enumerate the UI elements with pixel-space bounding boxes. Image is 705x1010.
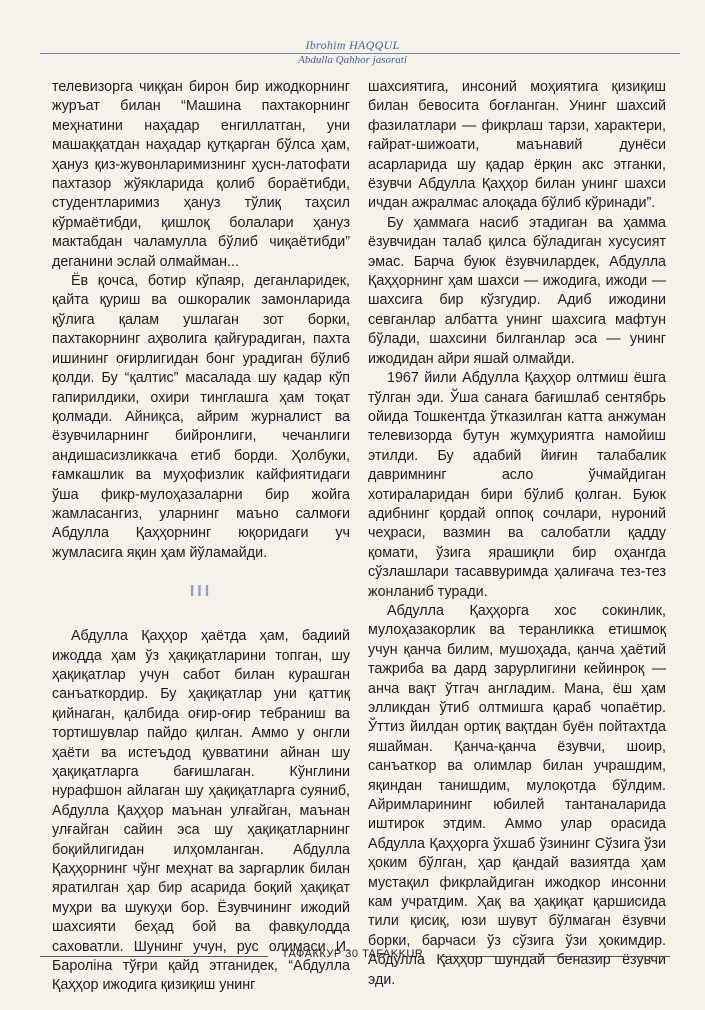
footer-rule-right xyxy=(440,956,670,957)
running-header xyxy=(0,32,705,76)
paragraph: Абдулла Қаҳҳор ҳаётда ҳам, бадиий ижодда ҳам ўз ҳақиқатларини топган, шу ҳақиқатлар учун сабот билан курашган санъаткордир. Бу ҳақиқатлар уни қаттиқ қийнаган, қалбида оғир-оғир тебраниш ва тортишувлар пайдо қилган. Аммо у онгли ҳаёти ва истеъдод қувватини айнан шу ҳақиқатларга бағишлаган. Кўнглини нурафшон айлаган шу ҳақиқатларга суяниб, Абдулла Қаҳҳор маънан улғайган, маънан улғайган сайин эса шу ҳақиқатларнинг боқийлигидан илҳомланган. Абдулла Қаҳҳорнинг чўнг меҳнат ва заргарлик билан яратилган ҳар бир асарида боқий ҳақиқат муҳри ва шукуҳи бор. Ёзувчининг ижодий шахсияти беҳад бой ва фавқулодда саховатли. Шунинг учун, рус олимаси И. Бароліна тўғри қайд этганидек, “Абдулла Қаҳҳор ижодига қизиқиш унинг xyxy=(52,628,350,994)
paragraph: телевизорга чиққан бирон бир ижодкорнинг журъат билан “Машина пахтакорнинг меҳнатини наҳадар енгиллатган, уни машаққатдан наҳадар қутқарган бўлса ҳам, ҳануз қиз-жувонларимизнинг ҳусн-латофати пахтазор жўякларида қолиб бораётибди, студентларимиз ҳануз тўлиқ таҳсил кўрмаётибди, қишлоқ болалари ҳануз мактабдан чаламулла бўлиб чиқаётибди” деганини эслай олмайман... xyxy=(52,79,350,270)
right-column xyxy=(368,78,666,990)
header-author: Ibrohim HAQQUL xyxy=(305,38,400,52)
footer-page-label: ТАФАККУР 30 TAFAKKUR xyxy=(281,948,424,960)
header-subtitle: Abdulla Qahhor jasorati xyxy=(298,54,407,66)
paragraph: 1967 йили Абдулла Қаҳҳор олтмиш ёшга тўлган эди. Ўша санага бағишлаб сентябрь ойида Тошкентда ўтказилган катта анжуман телевизорда бутун жумҳуриятга намойиш этилди. Бу адабий йиғин талабалик давримнинг асло ўчмайдиган хотираларидан бири бўлиб қолган. Буюк адибнинг қордай оппоқ сочлари, нуроний чеҳраси, вазмин ва салобатли қадду қомати, ўзига ярашиқли бир оҳангда сўзлашлари тасаввуримда ҳалиғача тез-тез жонланиб туради. xyxy=(368,370,666,600)
paragraph: Бу ҳаммага насиб этадиган ва ҳамма ёзувчидан талаб қилса бўладиган хусусият эмас. Барча буюк ёзувчилардек, Абдулла Қаҳҳорнинг ҳам шахси — ижодига, ижоди — шахсига бир кўзгудир. Адиб ижодини севганлар албатта унинг шахсига мафтун бўлади, шахсини билганлар эса — унинг ижодидан айри яшай олмайди. xyxy=(368,214,666,367)
paragraph: Абдулла Қаҳҳорга хос сокинлик, мулоҳазакорлик ва теранликка етишмоқ учун қанча билим, мушоҳада, қанча ҳаётий тажриба ва дард зарурлигини кейинроқ — анча вақт ўтгач англадим. Мана, ёш ҳам элликдан ўтиб олтмишга қараб чопаётир. Ўттиз йилдан ортиқ вақтдан буён пойтахтда яшайман. Қанча-қанча ёзувчи, шоир, санъаткор ва олимлар билан учрашдим, яқиндан танишдим, мулоқотда бўлдим. Айримларининг юбилей тантаналарида иштирок этдим. Аммо улар орасида Абдулла Қаҳҳорга ўхшаб ўзининг Сўзига ўзи ҳоким бўлган, ҳар қандай вазиятда ҳам мустақил фикрлайдиган ижодкор инсонни кам учратдим. Ҳақ ва ҳақиқат қаршисида тили қисиқ, юзи шувут бўлмаган ёзувчи борки, барчаси ўз сўзига ўзи ҳокимдир. Абдулла Қаҳҳор шундай беназир ёзувчи эди. xyxy=(368,602,666,988)
paragraph: шахсиятига, инсоний моҳиятига қизиқиш билан бевосита боғланган. Унинг шахсий фазилатлари — фикрлаш тарзи, характери, ғайрат-шижоати, маънавий дунёси асарларида шу қадар ёрқин акс этганки, ёзувчи Абдулла Қаҳҳор билан унинг шахси ичдан ажралмас алоқада бўлиб кўринади”. xyxy=(368,79,666,212)
paragraph: Ёв қочса, ботир кўпаяр, деганларидек, қайта қуриш ва ошкоралик замонларида қўлига қалам ушлаган зот борки, пахтакорнинг аҳволига қайғурадиган, пахта ишининг оғирлигидан бонг урадиган бўлиб қолди. Бу “қалтис” масалада шу қадар кўп гапирилдики, охири тинглашга ҳам тоқат қолмади. Айниқса, айрим журналист ва ёзувчиларнинг бийронлиги, чечанлиги андишасизликкача етиб борди. Ҳолбуки, ғамкашлик ва муҳофизлик кайфиятидаги ўша фикр-мулоҳазаларни бир жойга жамласангиз, уларнинг маъно салмоғи Абдулла Қаҳҳорнинг юқоридаги уч жумласига яқин ҳам йўламайди. xyxy=(52,273,350,561)
left-column xyxy=(52,78,350,996)
page-footer xyxy=(0,948,705,968)
section-number: III xyxy=(189,583,213,601)
